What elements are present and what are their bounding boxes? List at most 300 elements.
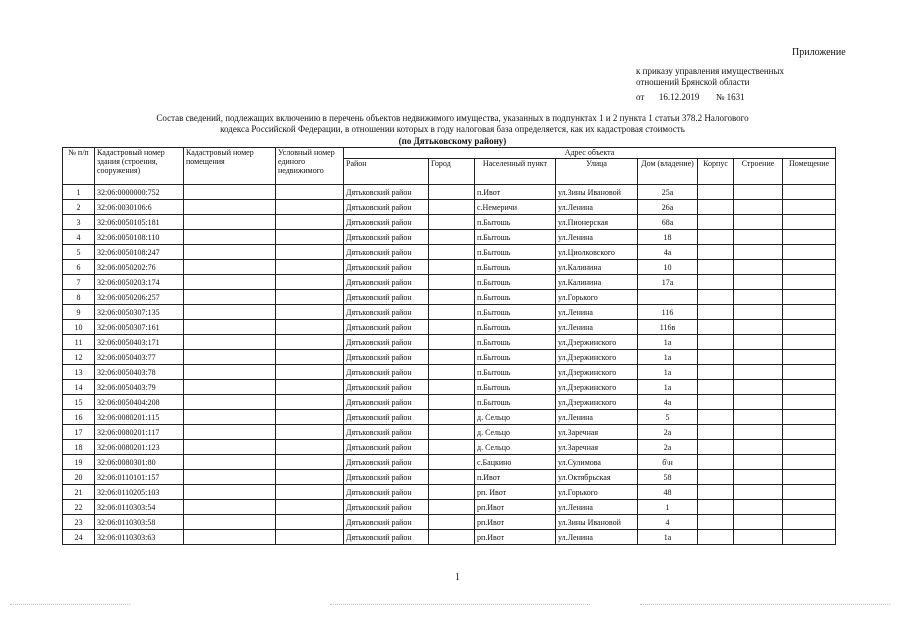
header-cadastral-building: Кадастровый номер здания (строения, сооружения) [95, 148, 184, 185]
table-row [63, 380, 836, 395]
table-row [63, 395, 836, 410]
cell-num: 14 [63, 380, 95, 395]
cell-cadastral-building: 32:06:0080301:80 [95, 455, 184, 470]
cell-cadastral-room [184, 200, 276, 215]
cell-district: Дятьковский район [344, 485, 429, 500]
cell-num: 10 [63, 320, 95, 335]
cell-settlement: рп.Ивот [475, 530, 556, 545]
cell-city [429, 335, 475, 350]
cell-street: ул.Ленина [556, 410, 638, 425]
cell-conditional-number [276, 485, 344, 500]
cell-room [783, 200, 836, 215]
table-row [63, 485, 836, 500]
cell-cadastral-building: 32:06:0050108:110 [95, 230, 184, 245]
scan-artifact [10, 604, 130, 607]
order-reference-line1: к приказу управления имущественных [636, 66, 785, 76]
table-row [63, 365, 836, 380]
scan-artifact [330, 604, 590, 607]
cell-room [783, 335, 836, 350]
cell-num: 12 [63, 350, 95, 365]
cell-block [698, 455, 734, 470]
cell-house: б\н [638, 455, 698, 470]
cell-cadastral-room [184, 245, 276, 260]
cell-settlement: п.Бытошь [475, 395, 556, 410]
cell-conditional-number [276, 290, 344, 305]
cell-num: 23 [63, 515, 95, 530]
cell-cadastral-building: 32:06:0110303:54 [95, 500, 184, 515]
cell-cadastral-room [184, 380, 276, 395]
cell-block [698, 260, 734, 275]
cell-block [698, 425, 734, 440]
cell-conditional-number [276, 215, 344, 230]
cell-conditional-number [276, 260, 344, 275]
cell-block [698, 365, 734, 380]
cell-room [783, 455, 836, 470]
cell-city [429, 305, 475, 320]
cell-structure [734, 455, 783, 470]
cell-conditional-number [276, 350, 344, 365]
cell-num: 20 [63, 470, 95, 485]
cell-settlement: п.Бытошь [475, 245, 556, 260]
table-row [63, 470, 836, 485]
page-number: 1 [455, 572, 460, 583]
table-row [63, 245, 836, 260]
table-row [63, 335, 836, 350]
cell-room [783, 515, 836, 530]
cell-structure [734, 200, 783, 215]
cell-settlement: п.Бытошь [475, 215, 556, 230]
cell-cadastral-room [184, 365, 276, 380]
table-row [63, 410, 836, 425]
cell-cadastral-room [184, 455, 276, 470]
cell-structure [734, 485, 783, 500]
cell-district: Дятьковский район [344, 245, 429, 260]
cell-settlement: п.Бытошь [475, 335, 556, 350]
cell-cadastral-building: 32:06:0110101:157 [95, 470, 184, 485]
cell-cadastral-building: 32:06:0050404:208 [95, 395, 184, 410]
cell-house: 1 [638, 500, 698, 515]
header-district: Район [344, 159, 429, 185]
cell-block [698, 500, 734, 515]
cell-settlement: с.Немеричи [475, 200, 556, 215]
cell-cadastral-building: 32:06:0050202:76 [95, 260, 184, 275]
cell-num: 9 [63, 305, 95, 320]
cell-city [429, 215, 475, 230]
cell-block [698, 530, 734, 545]
cell-conditional-number [276, 455, 344, 470]
cell-room [783, 485, 836, 500]
cell-num: 11 [63, 335, 95, 350]
cell-house: 18 [638, 230, 698, 245]
cell-structure [734, 380, 783, 395]
cell-cadastral-building: 32:06:0110205:103 [95, 485, 184, 500]
cell-block [698, 410, 734, 425]
cell-house: 2а [638, 425, 698, 440]
table-row [63, 200, 836, 215]
cell-block [698, 335, 734, 350]
cell-block [698, 350, 734, 365]
cell-num: 13 [63, 365, 95, 380]
cell-num: 15 [63, 395, 95, 410]
cell-cadastral-building: 32:06:0110303:58 [95, 515, 184, 530]
cell-city [429, 425, 475, 440]
cell-cadastral-room [184, 305, 276, 320]
cell-settlement: п.Ивот [475, 470, 556, 485]
cell-settlement: п.Бытошь [475, 290, 556, 305]
cell-num: 18 [63, 440, 95, 455]
cell-city [429, 440, 475, 455]
cell-conditional-number [276, 410, 344, 425]
header-house: Дом (владение) [638, 159, 698, 185]
cell-block [698, 395, 734, 410]
cell-block [698, 515, 734, 530]
order-from-label: от [636, 92, 645, 102]
cell-block [698, 275, 734, 290]
cell-cadastral-room [184, 425, 276, 440]
cell-cadastral-building: 32:06:0080201:117 [95, 425, 184, 440]
cell-street: ул.Ленина [556, 320, 638, 335]
cell-conditional-number [276, 200, 344, 215]
cell-settlement: д. Сельцо [475, 440, 556, 455]
cell-room [783, 380, 836, 395]
cell-num: 5 [63, 245, 95, 260]
cell-num: 3 [63, 215, 95, 230]
header-room: Помещение [783, 159, 836, 185]
cell-settlement: п.Бытошь [475, 380, 556, 395]
table-row [63, 515, 836, 530]
cell-num: 24 [63, 530, 95, 545]
cell-settlement: п.Бытошь [475, 305, 556, 320]
cell-structure [734, 410, 783, 425]
cell-cadastral-room [184, 335, 276, 350]
cell-street: ул.Зины Ивановой [556, 185, 638, 200]
cell-district: Дятьковский район [344, 275, 429, 290]
cell-conditional-number [276, 515, 344, 530]
cell-city [429, 200, 475, 215]
cell-district: Дятьковский район [344, 440, 429, 455]
document-title-line2: кодекса Российской Федерации, в отношении которых в году налоговая база определяется, как их кадастровая стоимость [220, 124, 685, 134]
cell-num: 1 [63, 185, 95, 200]
header-conditional-number: Условный номер единого недвижимого [276, 148, 344, 185]
cell-structure [734, 245, 783, 260]
cell-settlement: п.Ивот [475, 185, 556, 200]
cell-district: Дятьковский район [344, 380, 429, 395]
document-title-line1: Состав сведений, подлежащих включению в перечень объектов недвижимого имущества, указанных в подпунктах 1 и 2 пункта 1 статьи 378.2 Налогового [156, 113, 749, 123]
cell-street: ул.Октябрьская [556, 470, 638, 485]
cell-settlement: д. Сельцо [475, 425, 556, 440]
cell-conditional-number [276, 470, 344, 485]
cell-block [698, 200, 734, 215]
cell-room [783, 395, 836, 410]
cell-street: ул.Дзержинского [556, 395, 638, 410]
cell-district: Дятьковский район [344, 365, 429, 380]
cell-conditional-number [276, 305, 344, 320]
cell-num: 21 [63, 485, 95, 500]
cell-street: ул.Зины Ивановой [556, 515, 638, 530]
table-row [63, 230, 836, 245]
table-row [63, 440, 836, 455]
cell-cadastral-building: 32:06:0050203:174 [95, 275, 184, 290]
cell-cadastral-building: 32:06:0050108:247 [95, 245, 184, 260]
table-row [63, 275, 836, 290]
cell-district: Дятьковский район [344, 260, 429, 275]
table-row [63, 260, 836, 275]
cell-room [783, 245, 836, 260]
cell-street: ул.Ленина [556, 305, 638, 320]
cell-structure [734, 215, 783, 230]
cell-street: ул.Горького [556, 485, 638, 500]
cell-cadastral-room [184, 230, 276, 245]
cell-structure [734, 350, 783, 365]
cell-city [429, 470, 475, 485]
cell-block [698, 230, 734, 245]
cell-num: 6 [63, 260, 95, 275]
cell-room [783, 500, 836, 515]
cell-cadastral-room [184, 275, 276, 290]
cell-house: 26а [638, 200, 698, 215]
cell-cadastral-building: 32:06:0030106:6 [95, 200, 184, 215]
cell-city [429, 500, 475, 515]
cell-house: 5 [638, 410, 698, 425]
cell-district: Дятьковский район [344, 230, 429, 245]
cell-city [429, 410, 475, 425]
cell-house: 68а [638, 215, 698, 230]
cell-conditional-number [276, 500, 344, 515]
cell-house: 4а [638, 395, 698, 410]
cell-house: 1а [638, 380, 698, 395]
cell-room [783, 410, 836, 425]
cell-num: 19 [63, 455, 95, 470]
order-date-line [636, 92, 745, 103]
cell-num: 4 [63, 230, 95, 245]
cell-house: 1а [638, 350, 698, 365]
cell-house: 1а [638, 365, 698, 380]
cell-room [783, 350, 836, 365]
cell-cadastral-building: 32:06:0080201:123 [95, 440, 184, 455]
cell-settlement: с.Бацкино [475, 455, 556, 470]
cell-cadastral-room [184, 320, 276, 335]
cell-room [783, 260, 836, 275]
cell-district: Дятьковский район [344, 335, 429, 350]
cell-district: Дятьковский район [344, 515, 429, 530]
cell-structure [734, 290, 783, 305]
cell-block [698, 470, 734, 485]
cell-cadastral-room [184, 410, 276, 425]
table-row [63, 185, 836, 200]
cell-conditional-number [276, 275, 344, 290]
cell-street: ул.Дзержинского [556, 380, 638, 395]
cell-cadastral-room [184, 485, 276, 500]
cell-house: 10 [638, 260, 698, 275]
cell-city [429, 515, 475, 530]
header-street: Улица [556, 159, 638, 185]
cell-street: ул.Калинина [556, 275, 638, 290]
cell-house: 1а [638, 335, 698, 350]
cell-city [429, 320, 475, 335]
cell-city [429, 245, 475, 260]
header-settlement: Населенный пункт [475, 159, 556, 185]
cell-district: Дятьковский район [344, 395, 429, 410]
cell-district: Дятьковский район [344, 215, 429, 230]
cell-num: 2 [63, 200, 95, 215]
cell-street: ул.Ленина [556, 200, 638, 215]
cell-cadastral-building: 32:06:0050403:171 [95, 335, 184, 350]
cell-structure [734, 320, 783, 335]
table-row [63, 320, 836, 335]
order-reference-line2: отношений Брянской области [636, 77, 750, 87]
cell-cadastral-building: 32:06:0050403:79 [95, 380, 184, 395]
table-row [63, 455, 836, 470]
cell-city [429, 275, 475, 290]
cell-cadastral-room [184, 215, 276, 230]
cell-block [698, 320, 734, 335]
cell-room [783, 320, 836, 335]
property-table [62, 147, 836, 545]
cell-structure [734, 365, 783, 380]
table-row [63, 305, 836, 320]
cell-cadastral-room [184, 440, 276, 455]
cell-conditional-number [276, 230, 344, 245]
cell-city [429, 260, 475, 275]
document-title-district: (по Дятьковскому району) [398, 136, 507, 146]
cell-num: 7 [63, 275, 95, 290]
cell-cadastral-building: 32:06:0080201:115 [95, 410, 184, 425]
cell-structure [734, 530, 783, 545]
cell-structure [734, 500, 783, 515]
cell-structure [734, 275, 783, 290]
cell-cadastral-room [184, 515, 276, 530]
cell-room [783, 230, 836, 245]
cell-district: Дятьковский район [344, 305, 429, 320]
cell-conditional-number [276, 245, 344, 260]
cell-cadastral-room [184, 470, 276, 485]
cell-conditional-number [276, 320, 344, 335]
cell-city [429, 530, 475, 545]
cell-street: ул.Горького [556, 290, 638, 305]
cell-settlement: д. Сельцо [475, 410, 556, 425]
cell-city [429, 365, 475, 380]
cell-room [783, 185, 836, 200]
cell-city [429, 230, 475, 245]
cell-house: 58 [638, 470, 698, 485]
cell-street: ул.Ленина [556, 230, 638, 245]
header-structure: Строение [734, 159, 783, 185]
cell-district: Дятьковский район [344, 410, 429, 425]
cell-block [698, 290, 734, 305]
cell-cadastral-room [184, 530, 276, 545]
cell-house: 2а [638, 440, 698, 455]
cell-cadastral-room [184, 260, 276, 275]
cell-structure [734, 260, 783, 275]
cell-settlement: п.Бытошь [475, 365, 556, 380]
cell-house: 1а [638, 530, 698, 545]
cell-room [783, 425, 836, 440]
cell-settlement: рп.Ивот [475, 515, 556, 530]
cell-cadastral-building: 32:06:0050307:161 [95, 320, 184, 335]
cell-num: 22 [63, 500, 95, 515]
cell-cadastral-building: 32:06:0050403:78 [95, 365, 184, 380]
cell-room [783, 470, 836, 485]
cell-structure [734, 335, 783, 350]
cell-room [783, 440, 836, 455]
cell-cadastral-room [184, 350, 276, 365]
cell-cadastral-building: 32:06:0050307:135 [95, 305, 184, 320]
cell-cadastral-room [184, 185, 276, 200]
cell-street: ул.Калинина [556, 260, 638, 275]
cell-conditional-number [276, 395, 344, 410]
cell-settlement: п.Бытошь [475, 320, 556, 335]
cell-street: ул.Дзержинского [556, 350, 638, 365]
cell-structure [734, 185, 783, 200]
cell-city [429, 395, 475, 410]
cell-city [429, 350, 475, 365]
cell-district: Дятьковский район [344, 425, 429, 440]
cell-room [783, 215, 836, 230]
cell-room [783, 305, 836, 320]
cell-street: ул.Ленина [556, 500, 638, 515]
cell-street: ул.Дзержинского [556, 365, 638, 380]
cell-house: 48 [638, 485, 698, 500]
cell-street: ул.Сулимова [556, 455, 638, 470]
table-row [63, 290, 836, 305]
cell-structure [734, 230, 783, 245]
cell-block [698, 305, 734, 320]
cell-district: Дятьковский район [344, 470, 429, 485]
cell-conditional-number [276, 185, 344, 200]
cell-street: ул.Циолковского [556, 245, 638, 260]
cell-street: ул.Заречная [556, 440, 638, 455]
cell-district: Дятьковский район [344, 200, 429, 215]
header-block: Корпус [698, 159, 734, 185]
cell-structure [734, 305, 783, 320]
cell-street: ул.Дзержинского [556, 335, 638, 350]
cell-conditional-number [276, 530, 344, 545]
cell-house [638, 290, 698, 305]
cell-district: Дятьковский район [344, 185, 429, 200]
cell-city [429, 380, 475, 395]
cell-settlement: п.Бытошь [475, 230, 556, 245]
cell-cadastral-building: 32:06:0050206:257 [95, 290, 184, 305]
order-number: № 1631 [715, 92, 745, 102]
cell-structure [734, 395, 783, 410]
cell-structure [734, 440, 783, 455]
cell-cadastral-room [184, 500, 276, 515]
cell-house: 25а [638, 185, 698, 200]
scan-artifact [640, 604, 890, 607]
cell-district: Дятьковский район [344, 350, 429, 365]
cell-num: 8 [63, 290, 95, 305]
appendix-label: Приложение [792, 47, 846, 58]
table-row [63, 530, 836, 545]
header-num: № п/п [63, 148, 95, 185]
cell-cadastral-room [184, 395, 276, 410]
cell-conditional-number [276, 425, 344, 440]
cell-block [698, 485, 734, 500]
header-cadastral-room: Кадастровый номер помещения [184, 148, 276, 185]
cell-conditional-number [276, 365, 344, 380]
cell-block [698, 185, 734, 200]
cell-settlement: рп. Ивот [475, 485, 556, 500]
cell-room [783, 290, 836, 305]
cell-cadastral-building: 32:06:0110303:63 [95, 530, 184, 545]
cell-street: ул.Ленина [556, 530, 638, 545]
cell-room [783, 365, 836, 380]
header-address: Адрес объекта [344, 148, 836, 159]
cell-structure [734, 515, 783, 530]
cell-district: Дятьковский район [344, 530, 429, 545]
cell-city [429, 185, 475, 200]
cell-district: Дятьковский район [344, 455, 429, 470]
